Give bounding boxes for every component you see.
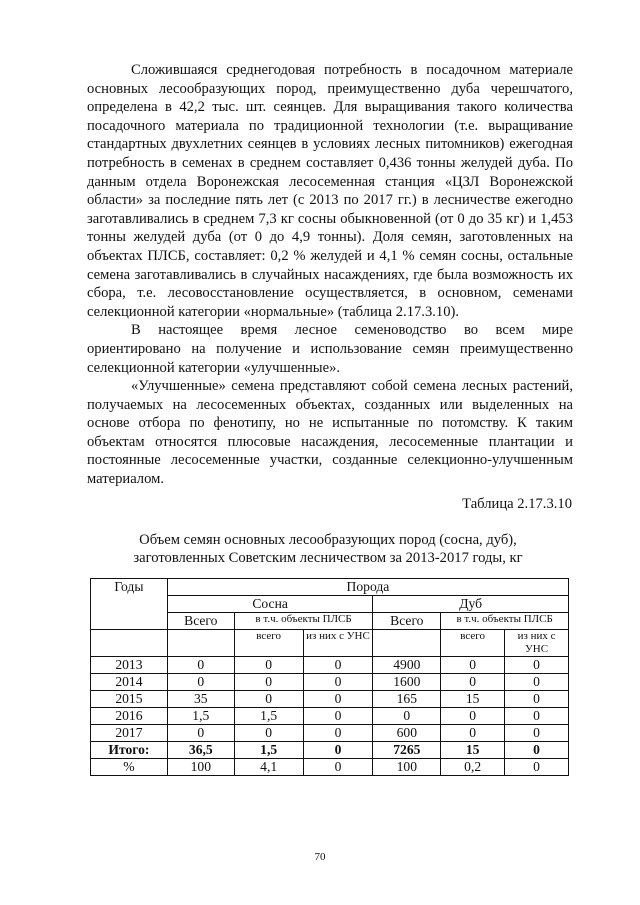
cell: 0 — [441, 708, 505, 725]
cell: 0 — [505, 691, 569, 708]
cell-year: 2015 — [91, 691, 168, 708]
table-row — [91, 674, 569, 691]
cell: 4900 — [373, 657, 441, 674]
header-oak: Дуб — [373, 596, 569, 613]
body-text — [87, 61, 573, 489]
cell: 0 — [234, 725, 303, 742]
cell: 0 — [505, 742, 569, 759]
seed-volume-table — [90, 578, 569, 776]
cell-total-label: Итого: — [91, 742, 168, 759]
cell: 165 — [373, 691, 441, 708]
cell: 0 — [303, 725, 373, 742]
cell: 100 — [167, 759, 234, 776]
cell-year: 2014 — [91, 674, 168, 691]
cell: 0,2 — [441, 759, 505, 776]
paragraph: В настоящее время лесное семеноводство во всем мире ориентировано на получение и использование семян преимущественно селекционной категории «улучшенные». — [87, 322, 573, 376]
cell: 0 — [441, 725, 505, 742]
table-row — [91, 691, 569, 708]
cell-year: 2016 — [91, 708, 168, 725]
header-oak-incl: в т.ч. объекты ПЛСБ — [441, 613, 569, 630]
paragraph: «Улучшенные» семена представляют собой семена лесных растений, получаемых на лесосеменных объектах, созданных или выделенных на основе отбора по фенотипу, но не испытанные по потомству. К таким объектам относятся плюсовые насаждения, лесосеменные плантации и постоянные лесосеменные участки, созданные селекционно-улучшенным материалом. — [87, 378, 573, 488]
cell: 1600 — [373, 674, 441, 691]
cell: 0 — [234, 691, 303, 708]
cell: 0 — [505, 725, 569, 742]
table-row — [91, 708, 569, 725]
cell: 600 — [373, 725, 441, 742]
cell: 0 — [505, 674, 569, 691]
cell: 0 — [505, 708, 569, 725]
cell-percent-label: % — [91, 759, 168, 776]
cell: 36,5 — [167, 742, 234, 759]
cell: 1,5 — [234, 708, 303, 725]
cell: 4,1 — [234, 759, 303, 776]
cell: 0 — [441, 674, 505, 691]
cell: 0 — [505, 657, 569, 674]
cell: 15 — [441, 742, 505, 759]
header-years: Годы — [91, 579, 168, 630]
cell-year: 2013 — [91, 657, 168, 674]
header-oak-uns: из них с УНС — [505, 630, 569, 657]
table-row-total — [91, 742, 569, 759]
cell: 0 — [303, 674, 373, 691]
cell: 0 — [167, 725, 234, 742]
header-oak-all: всего — [441, 630, 505, 657]
cell: 1,5 — [167, 708, 234, 725]
cell: 0 — [167, 657, 234, 674]
header-oak-total: Всего — [373, 613, 441, 630]
cell: 0 — [167, 674, 234, 691]
cell: 1,5 — [234, 742, 303, 759]
cell: 0 — [234, 657, 303, 674]
cell: 35 — [167, 691, 234, 708]
header-pine-uns: из них с УНС — [303, 630, 373, 657]
cell: 0 — [505, 759, 569, 776]
table-title — [80, 531, 576, 567]
header-pine-incl: в т.ч. объекты ПЛСБ — [234, 613, 373, 630]
cell: 0 — [234, 674, 303, 691]
header-pine-all: всего — [234, 630, 303, 657]
page-number: 70 — [314, 851, 326, 863]
cell-year: 2017 — [91, 725, 168, 742]
header-pine: Сосна — [167, 596, 373, 613]
table-row — [91, 725, 569, 742]
cell: 15 — [441, 691, 505, 708]
cell: 100 — [373, 759, 441, 776]
cell: 0 — [303, 691, 373, 708]
table-title-line: Объем семян основных лесообразующих пород (сосна, дуб), — [139, 532, 517, 548]
header-breed: Порода — [167, 579, 568, 596]
paragraph: Сложившаяся среднегодовая потребность в посадочном материале основных лесообразующих пород, преимущественно дуба черешчатого, определена в 42,2 тыс. шт. сеянцев. Для выращивания такого количества посадочного материала по традиционной технологии (т.е. выращивание стандартных двухлетних сеянцев в условиях лесных питомников) ежегодная потребность в семенах в среднем составляет 0,436 тонны желудей дуба. По данным отдела Воронежская лесосеменная станция «ЦЗЛ Воронежской области» за последние пять лет (с 2013 по 2017 гг.) в лесничестве ежегодно заготавливались в среднем 7,3 кг сосны обыкновенной (от 0 до 35 кг) и 1,453 тонны желудей дуба (от 0 до 4,9 тонны). Доля семян, заготовленных на объектах ПЛСБ, составляет: 0,2 % желудей и 4,1 % семян сосны, остальные семена заготавливались в случайных насаждениях, где была возможность их сбора, т.е. лесовосстановление осуществляется, в основном, семенами селекционной категории «нормальные» (таблица 2.17.3.10). — [87, 62, 573, 320]
cell: 0 — [303, 742, 373, 759]
table-number: Таблица 2.17.3.10 — [462, 496, 572, 512]
cell: 7265 — [373, 742, 441, 759]
header-pine-total: Всего — [167, 613, 234, 630]
cell: 0 — [303, 708, 373, 725]
cell: 0 — [373, 708, 441, 725]
cell: 0 — [303, 759, 373, 776]
cell: 0 — [441, 657, 505, 674]
table-title-line: заготовленных Советским лесничеством за 2013-2017 годы, кг — [133, 550, 523, 566]
table-row-percent — [91, 759, 569, 776]
cell: 0 — [303, 657, 373, 674]
table-row — [91, 657, 569, 674]
